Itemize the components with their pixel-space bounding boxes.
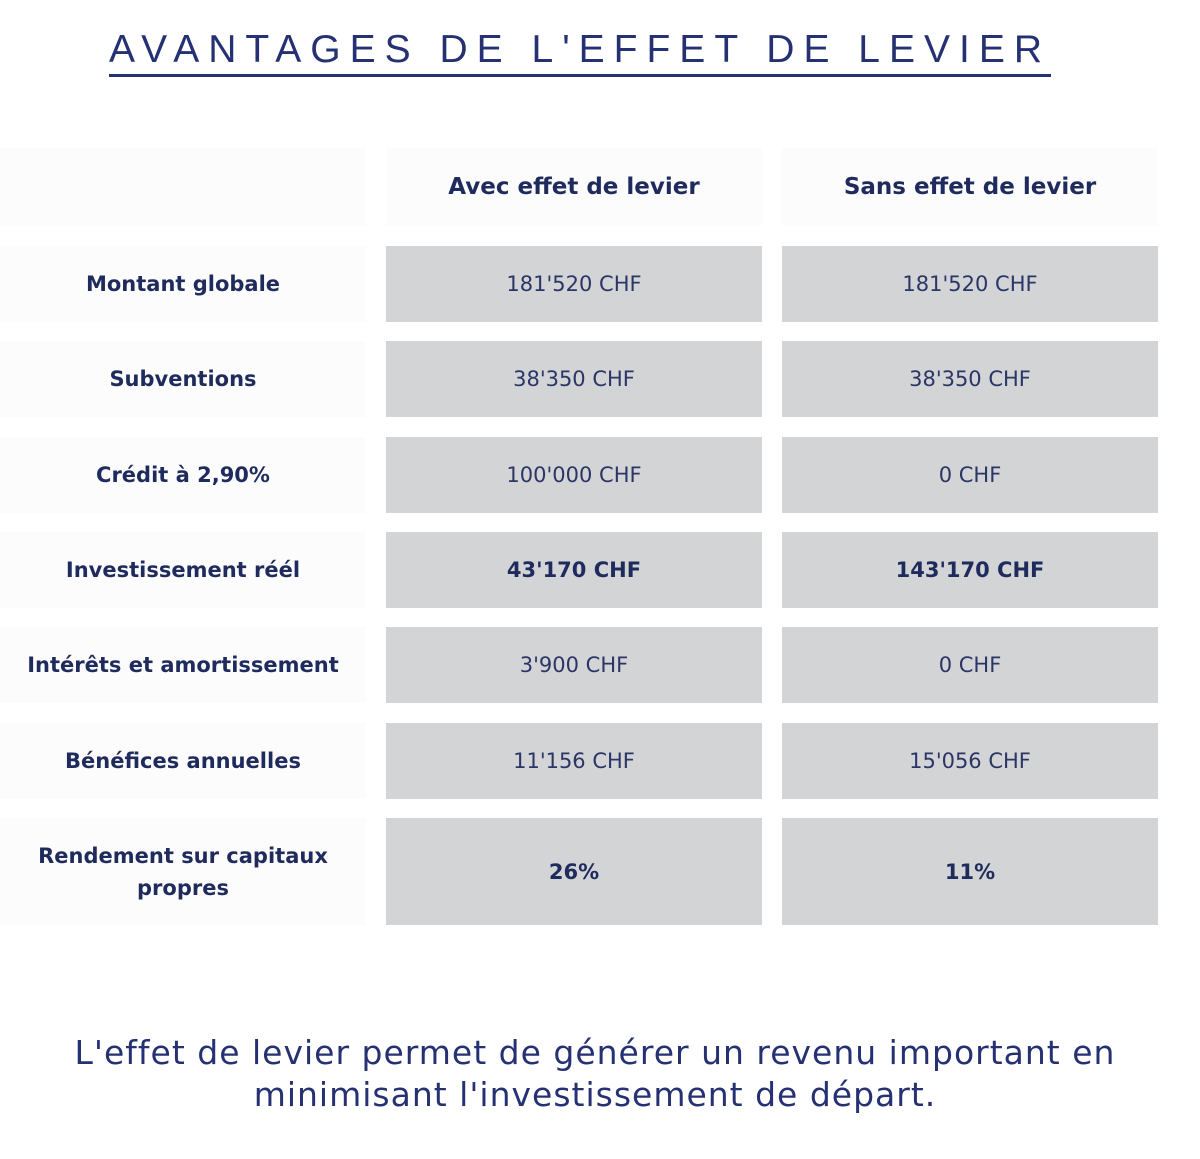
row-label: Rendement sur capitaux propres xyxy=(0,818,366,925)
cell-with-leverage: 181'520 CHF xyxy=(386,246,762,322)
row-label: Subventions xyxy=(0,341,366,417)
cell-with-leverage: 3'900 CHF xyxy=(386,627,762,703)
cell-with-leverage: 100'000 CHF xyxy=(386,437,762,513)
cell-without-leverage: 143'170 CHF xyxy=(782,532,1158,608)
table-corner xyxy=(0,148,366,226)
cell-without-leverage: 11% xyxy=(782,818,1158,925)
row-label: Investissement réél xyxy=(0,532,366,608)
row-label: Intérêts et amortissement xyxy=(0,627,366,703)
page-title-wrapper xyxy=(0,28,1160,77)
footer-note xyxy=(0,1032,1190,1116)
column-header-without-leverage: Sans effet de levier xyxy=(782,148,1158,226)
row-label: Montant globale xyxy=(0,246,366,322)
cell-without-leverage: 38'350 CHF xyxy=(782,341,1158,417)
page-title: AVANTAGES DE L'EFFET DE LEVIER xyxy=(109,28,1051,77)
cell-without-leverage: 0 CHF xyxy=(782,437,1158,513)
cell-with-leverage: 11'156 CHF xyxy=(386,723,762,799)
footer-line-2: minimisant l'investissement de départ. xyxy=(253,1075,937,1114)
cell-without-leverage: 0 CHF xyxy=(782,627,1158,703)
column-header-with-leverage: Avec effet de levier xyxy=(386,148,762,226)
footer-line-1: L'effet de levier permet de générer un revenu important en xyxy=(74,1033,1116,1072)
row-label: Bénéfices annuelles xyxy=(0,723,366,799)
row-label: Crédit à 2,90% xyxy=(0,437,366,513)
cell-with-leverage: 26% xyxy=(386,818,762,925)
cell-with-leverage: 43'170 CHF xyxy=(386,532,762,608)
cell-with-leverage: 38'350 CHF xyxy=(386,341,762,417)
cell-without-leverage: 15'056 CHF xyxy=(782,723,1158,799)
cell-without-leverage: 181'520 CHF xyxy=(782,246,1158,322)
